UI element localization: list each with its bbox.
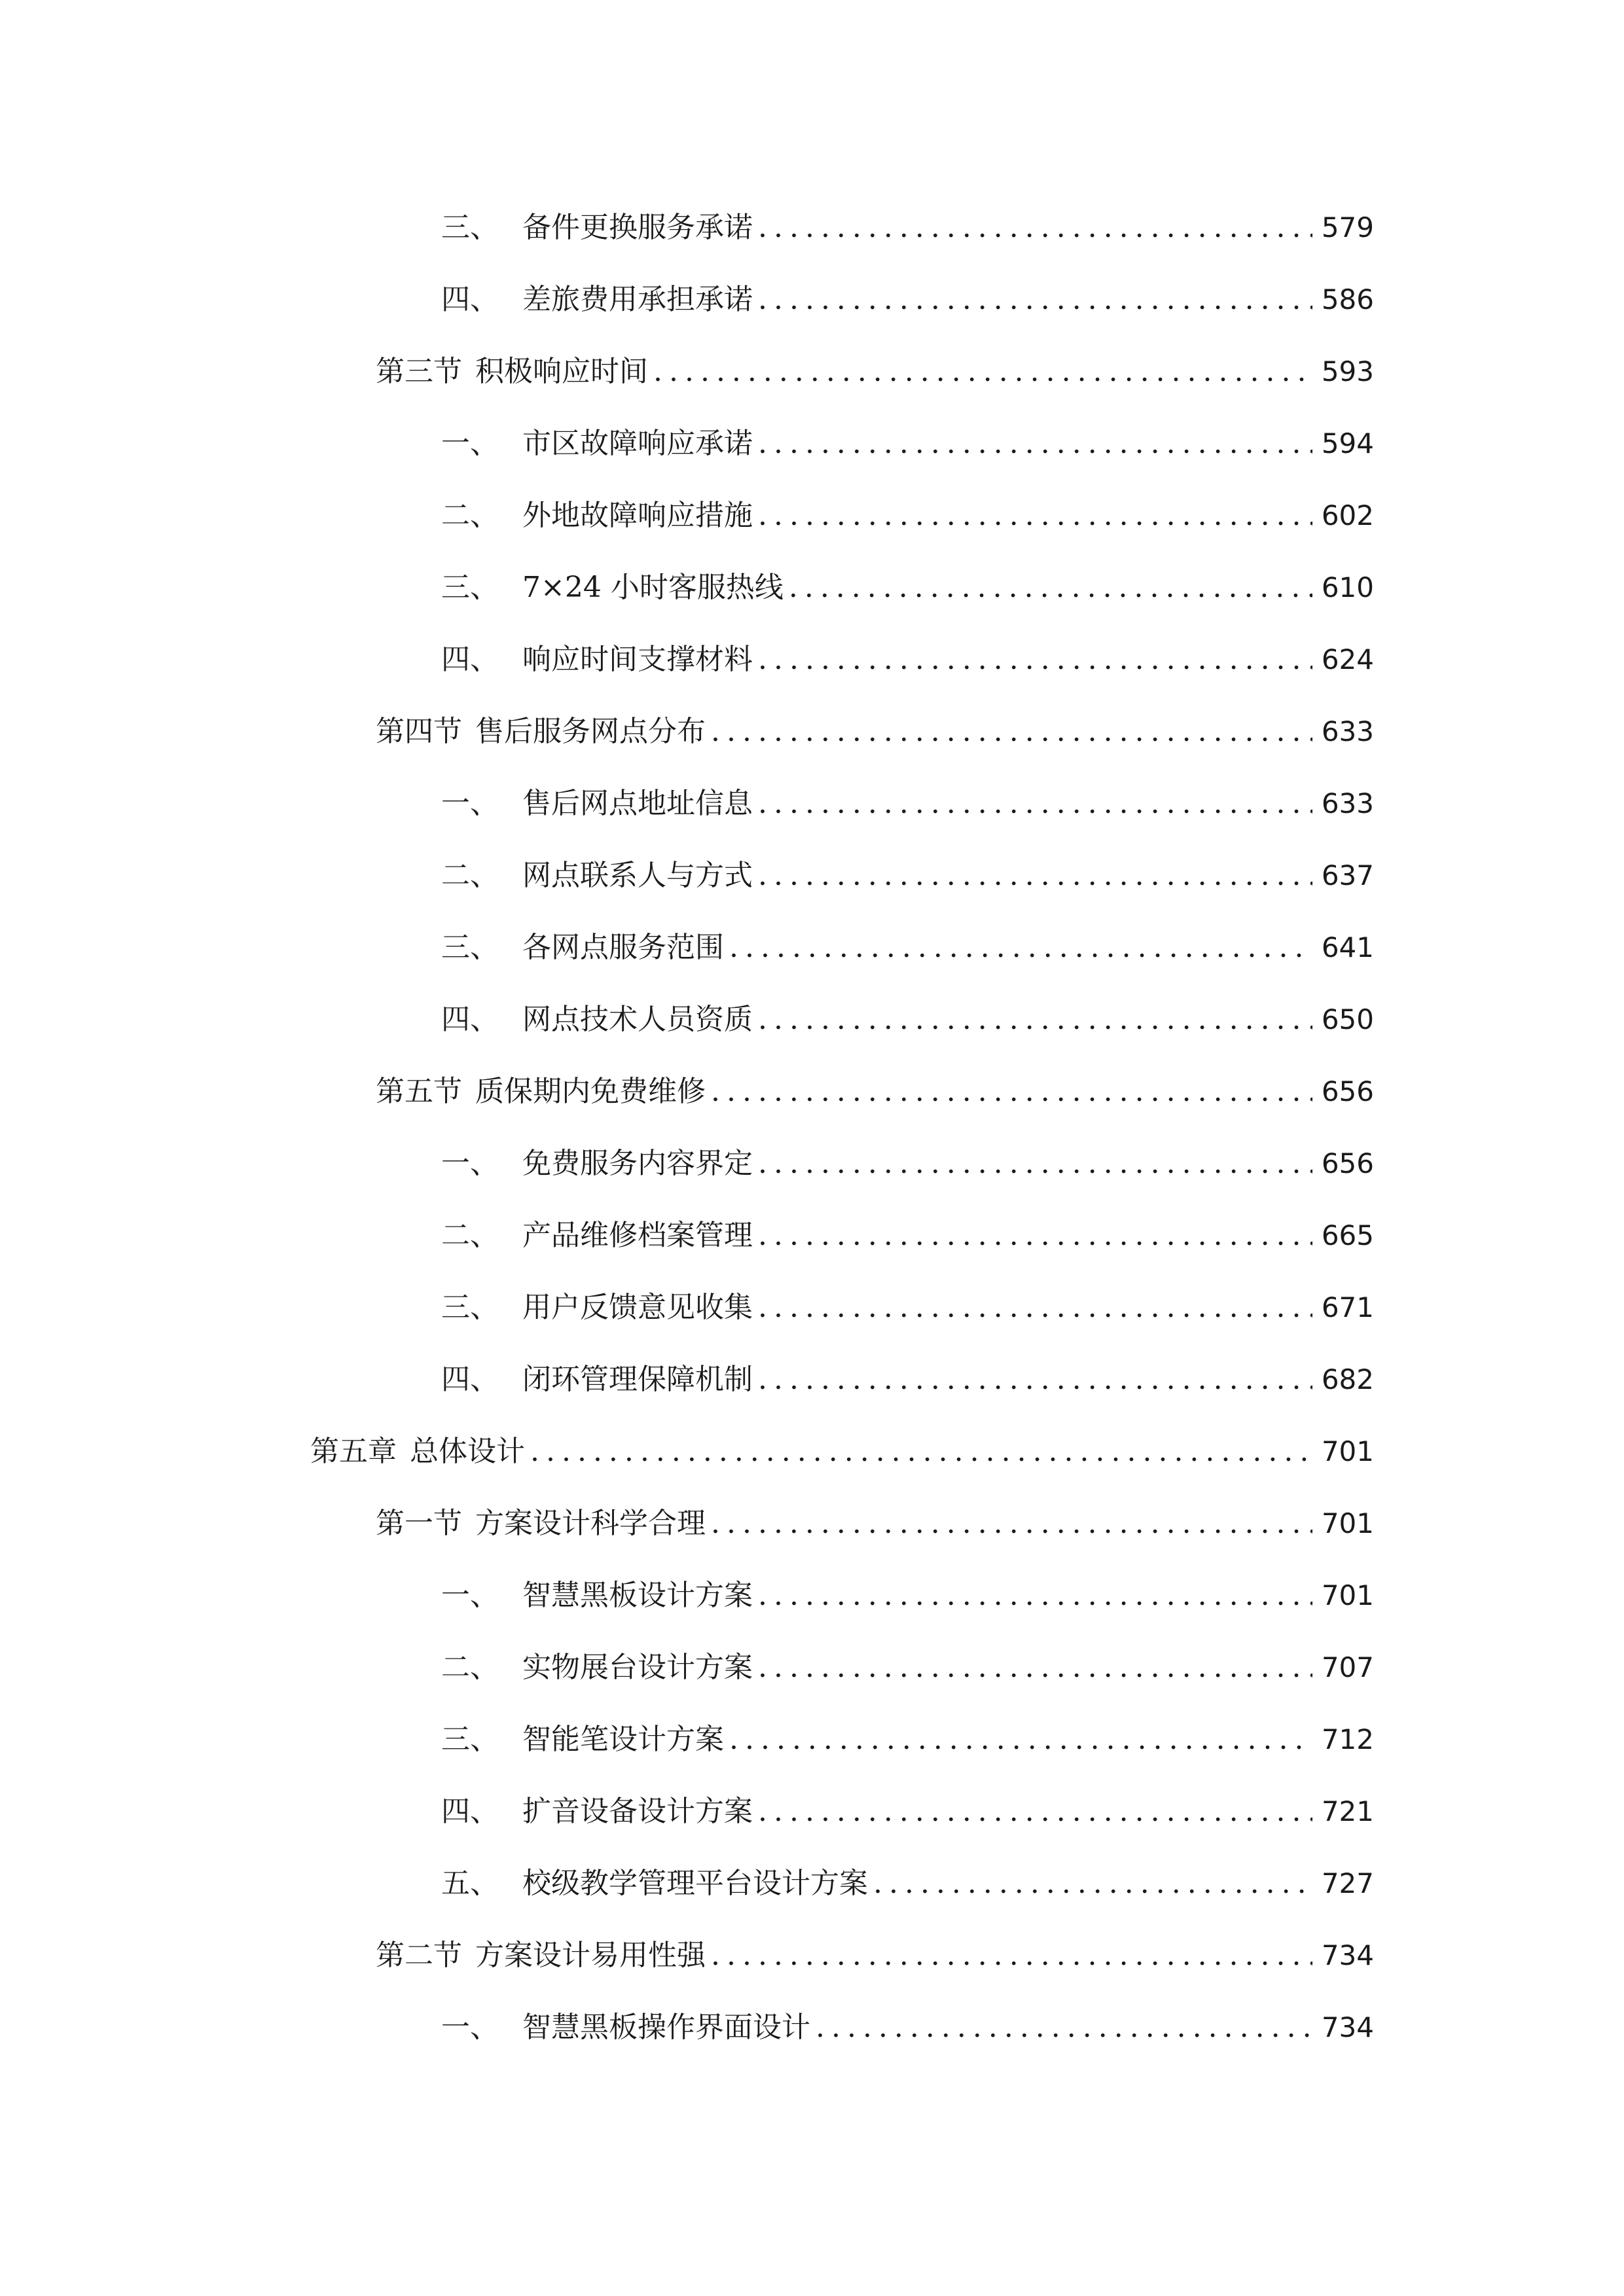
toc-entry-number: 三、	[441, 211, 499, 244]
dot-leader	[706, 1933, 1312, 1979]
toc-entry-title: 外地故障响应措施	[522, 499, 753, 532]
toc-entry[interactable]	[441, 997, 1374, 1043]
dot-leader	[753, 1141, 1312, 1187]
toc-entry[interactable]	[441, 1789, 1374, 1835]
toc-entry-title: 智慧黑板设计方案	[522, 1579, 753, 1612]
toc-entry-number: 三、	[441, 571, 499, 604]
toc-entry[interactable]	[376, 1069, 1374, 1115]
toc-entry-page: 707	[1321, 1651, 1374, 1683]
toc-entry[interactable]	[441, 205, 1374, 251]
toc-entry-page: 656	[1321, 1075, 1374, 1107]
toc-entry-number: 四、	[441, 1363, 499, 1396]
toc-entry-page: 650	[1321, 1003, 1374, 1035]
toc-entry-number: 一、	[441, 2011, 499, 2044]
toc-entry-page: 602	[1321, 499, 1374, 531]
toc-entry[interactable]	[441, 493, 1374, 539]
toc-entry-title: 网点联系人与方式	[522, 859, 753, 892]
toc-entry-number: 二、	[441, 499, 499, 532]
toc-entry-page: 656	[1321, 1147, 1374, 1179]
toc-entry-title: 产品维修档案管理	[522, 1219, 753, 1252]
toc-entry-page: 593	[1321, 355, 1374, 387]
toc-entry-page: 665	[1321, 1219, 1374, 1251]
toc-entry-title: 校级教学管理平台设计方案	[522, 1867, 868, 1900]
toc-entry-number: 一、	[441, 1147, 499, 1180]
toc-entry-page: 671	[1321, 1291, 1374, 1323]
toc-entry-page: 633	[1321, 715, 1374, 747]
toc-entry[interactable]	[441, 1285, 1374, 1331]
toc-entry[interactable]	[376, 349, 1374, 395]
dot-leader	[753, 421, 1312, 467]
toc-entry[interactable]	[441, 1717, 1374, 1763]
toc-entry-number: 第五节	[376, 1075, 462, 1108]
toc-entry-page: 701	[1321, 1435, 1374, 1467]
toc-entry-number: 四、	[441, 1003, 499, 1036]
toc-entry-number: 二、	[441, 859, 499, 892]
toc-entry[interactable]	[441, 853, 1374, 899]
dot-leader	[810, 2005, 1312, 2051]
toc-entry[interactable]	[441, 1357, 1374, 1403]
dot-leader	[753, 1357, 1312, 1403]
toc-entry-number: 一、	[441, 1579, 499, 1612]
toc-entry-number: 二、	[441, 1219, 499, 1252]
toc-entry-title: 总体设计	[410, 1435, 525, 1468]
dot-leader	[724, 925, 1312, 971]
dot-leader	[784, 565, 1312, 611]
toc-entry-number: 四、	[441, 283, 499, 316]
toc-entry-title: 售后网点地址信息	[522, 787, 753, 820]
dot-leader	[753, 781, 1312, 827]
toc-entry-title: 市区故障响应承诺	[522, 427, 753, 460]
dot-leader	[648, 349, 1312, 395]
toc-entry[interactable]	[376, 1501, 1374, 1547]
toc-entry[interactable]	[441, 1141, 1374, 1187]
toc-entry-page: 610	[1321, 571, 1374, 603]
toc-entry-page: 594	[1321, 427, 1374, 459]
dot-leader	[753, 1573, 1312, 1619]
toc-entry-number: 第一节	[376, 1507, 462, 1540]
toc-entry-title: 积极响应时间	[475, 355, 648, 388]
toc-entry-number: 一、	[441, 787, 499, 820]
toc-entry-number: 第五章	[310, 1435, 397, 1468]
dot-leader	[753, 205, 1312, 251]
toc-entry-title: 质保期内免费维修	[475, 1075, 706, 1108]
toc-entry-page: 682	[1321, 1363, 1374, 1395]
dot-leader	[753, 493, 1312, 539]
toc-entry[interactable]	[441, 421, 1374, 467]
toc-entry-page: 712	[1321, 1723, 1374, 1755]
toc-entry-title: 闭环管理保障机制	[522, 1363, 753, 1396]
dot-leader	[753, 1285, 1312, 1331]
toc-entry-number: 第二节	[376, 1939, 462, 1972]
toc-entry-page: 637	[1321, 859, 1374, 891]
toc-entry-title: 免费服务内容界定	[522, 1147, 753, 1180]
dot-leader	[724, 1717, 1312, 1763]
toc-entry[interactable]	[441, 277, 1374, 323]
toc-entry-title: 售后服务网点分布	[475, 715, 706, 748]
dot-leader	[753, 1789, 1312, 1835]
toc-entry[interactable]	[441, 1861, 1374, 1907]
dot-leader	[753, 1645, 1312, 1691]
toc-entry-page: 579	[1321, 211, 1374, 243]
toc-entry-page: 727	[1321, 1867, 1374, 1899]
toc-entry-page: 641	[1321, 931, 1374, 963]
toc-entry[interactable]	[376, 1933, 1374, 1979]
toc-entry-page: 701	[1321, 1579, 1374, 1611]
toc-entry[interactable]	[441, 565, 1374, 611]
toc-entry-number: 第四节	[376, 715, 462, 748]
toc-entry-title: 方案设计科学合理	[475, 1507, 706, 1540]
dot-leader	[753, 1213, 1312, 1259]
toc-entry-title: 7×24 小时客服热线	[522, 571, 784, 604]
toc-entry[interactable]	[441, 925, 1374, 971]
toc-entry-number: 三、	[441, 1723, 499, 1756]
toc-entry[interactable]	[310, 1429, 1374, 1475]
toc-entry-number: 第三节	[376, 355, 462, 388]
dot-leader	[525, 1429, 1312, 1475]
toc-entry[interactable]	[441, 1573, 1374, 1619]
toc-entry-title: 各网点服务范围	[522, 931, 724, 964]
toc-entry-number: 二、	[441, 1651, 499, 1684]
toc-entry[interactable]	[376, 709, 1374, 755]
toc-entry-number: 四、	[441, 1795, 499, 1828]
dot-leader	[706, 709, 1312, 755]
toc-entry-page: 633	[1321, 787, 1374, 819]
dot-leader	[753, 853, 1312, 899]
dot-leader	[753, 277, 1312, 323]
toc-entry-page: 721	[1321, 1795, 1374, 1827]
toc-entry-page: 624	[1321, 643, 1374, 675]
toc-entry-title: 响应时间支撑材料	[522, 643, 753, 676]
toc-entry-title: 智能笔设计方案	[522, 1723, 724, 1756]
toc-entry[interactable]	[441, 1645, 1374, 1691]
toc-entry-title: 智慧黑板操作界面设计	[522, 2011, 810, 2044]
toc-entry[interactable]	[441, 637, 1374, 683]
toc-entry-number: 三、	[441, 1291, 499, 1324]
toc-entry-title: 备件更换服务承诺	[522, 211, 753, 244]
dot-leader	[706, 1501, 1312, 1547]
toc-entry-title: 方案设计易用性强	[475, 1939, 706, 1972]
toc-entry-title: 差旅费用承担承诺	[522, 283, 753, 316]
toc-entry-number: 五、	[441, 1867, 499, 1900]
dot-leader	[706, 1069, 1312, 1115]
toc-entry-title: 实物展台设计方案	[522, 1651, 753, 1684]
dot-leader	[868, 1861, 1312, 1907]
toc-entry-title: 扩音设备设计方案	[522, 1795, 753, 1828]
toc-entry[interactable]	[441, 781, 1374, 827]
toc-entry-title: 网点技术人员资质	[522, 1003, 753, 1036]
toc-entry[interactable]	[441, 2005, 1374, 2051]
dot-leader	[753, 997, 1312, 1043]
toc-entry-number: 一、	[441, 427, 499, 460]
toc-entry-page: 734	[1321, 1939, 1374, 1971]
toc-entry-page: 586	[1321, 283, 1374, 315]
toc-entry[interactable]	[441, 1213, 1374, 1259]
toc-entry-number: 三、	[441, 931, 499, 964]
dot-leader	[753, 637, 1312, 683]
toc-entry-number: 四、	[441, 643, 499, 676]
toc-entry-title: 用户反馈意见收集	[522, 1291, 753, 1324]
toc-entry-page: 734	[1321, 2011, 1374, 2043]
toc-entry-page: 701	[1321, 1507, 1374, 1539]
